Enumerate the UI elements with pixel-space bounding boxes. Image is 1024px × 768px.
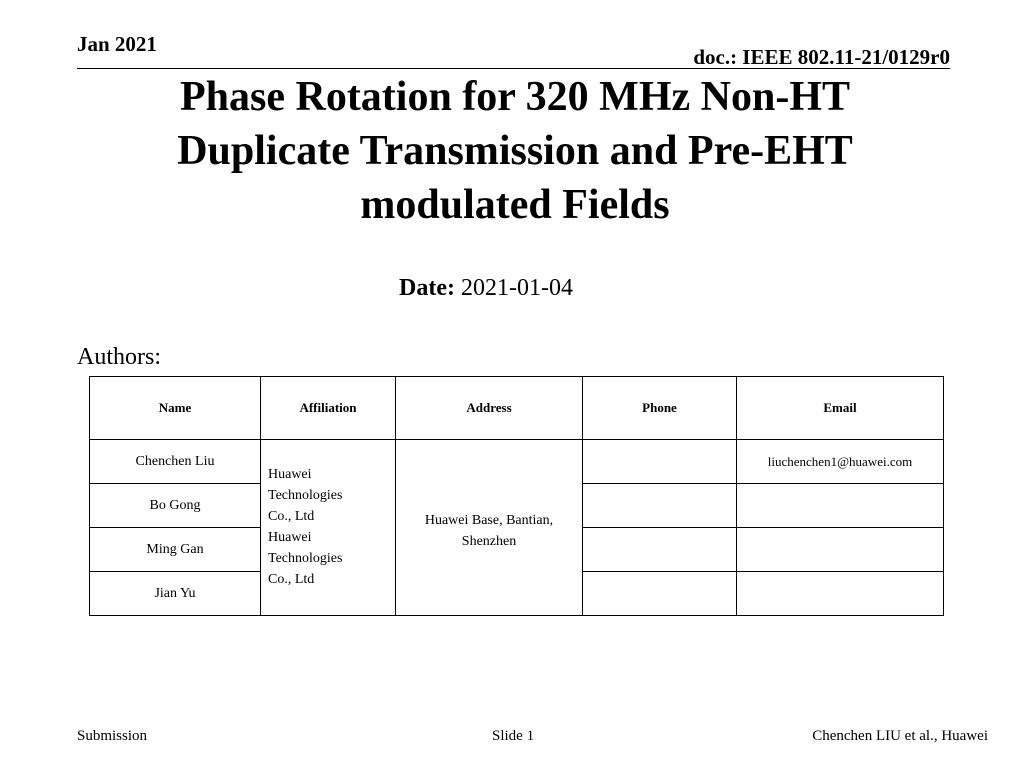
title-line-3: modulated Fields <box>360 182 670 228</box>
address-cell <box>396 440 583 616</box>
email-cell: liuchenchen1@huawei.com <box>737 440 944 484</box>
author-name: Chenchen Liu <box>90 440 261 484</box>
date-value: 2021-01-04 <box>460 275 573 301</box>
table-row <box>90 440 944 484</box>
phone-cell <box>583 528 737 572</box>
affiliation-line: Co., Ltd <box>268 509 315 524</box>
footer-author: Chenchen LIU et al., Huawei <box>812 728 988 744</box>
header-name: Name <box>90 377 261 440</box>
address-line: Huawei Base, Bantian, <box>424 513 554 528</box>
phone-cell <box>583 440 737 484</box>
affiliation-line: Technologies <box>268 551 343 566</box>
affiliation-cell <box>261 440 396 616</box>
table-header-row <box>90 377 944 440</box>
header-address: Address <box>396 377 583 440</box>
date-label: Date: <box>399 275 455 301</box>
phone-cell <box>583 572 737 616</box>
header-affiliation: Affiliation <box>261 377 396 440</box>
header-date: Jan 2021 <box>77 32 157 56</box>
authors-label: Authors: <box>77 344 161 370</box>
footer-submission: Submission <box>77 728 148 744</box>
email-cell <box>737 572 944 616</box>
affiliation-line: Technologies <box>268 488 343 503</box>
date-line <box>0 275 972 302</box>
title-line-2: Duplicate Transmission and Pre-EHT <box>177 128 853 174</box>
affiliation-line: Huawei <box>268 467 312 482</box>
email-cell <box>737 484 944 528</box>
header-doc-id: doc.: IEEE 802.11-21/0129r0 <box>693 45 950 69</box>
address-line: Shenzhen <box>461 534 517 549</box>
author-name: Jian Yu <box>90 572 261 616</box>
footer-slide-number: Slide 1 <box>492 728 535 744</box>
header-phone: Phone <box>583 377 737 440</box>
header-rule <box>77 68 950 69</box>
authors-table <box>89 376 944 616</box>
author-name: Bo Gong <box>90 484 261 528</box>
affiliation-line: Huawei <box>268 530 312 545</box>
slide-title <box>70 70 960 232</box>
affiliation-line: Co., Ltd <box>268 572 315 587</box>
email-cell <box>737 528 944 572</box>
author-name: Ming Gan <box>90 528 261 572</box>
phone-cell <box>583 484 737 528</box>
title-line-1: Phase Rotation for 320 MHz Non-HT <box>179 74 850 120</box>
header-email: Email <box>737 377 944 440</box>
